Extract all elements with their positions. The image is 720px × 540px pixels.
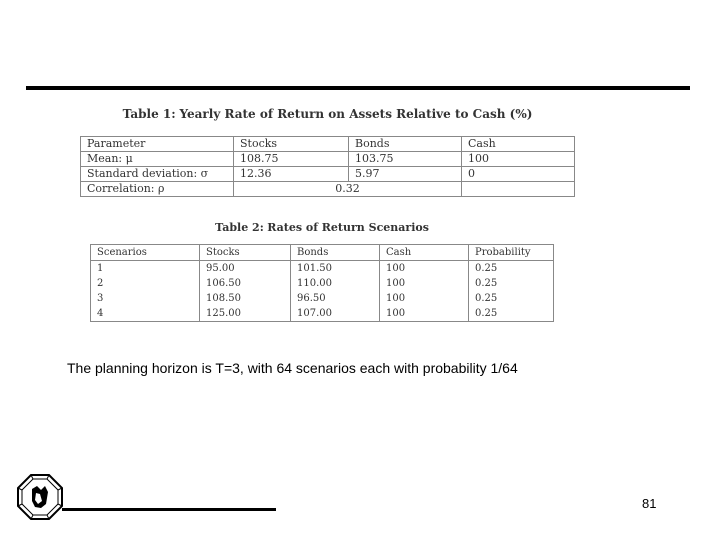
table1-caption: [80, 107, 575, 121]
table-cell: 3: [97, 293, 104, 304]
header-cell: Bonds: [291, 245, 380, 261]
table-cell: 0.25: [469, 261, 554, 277]
table-cell: 100: [380, 276, 469, 291]
table-header-row: [91, 245, 554, 261]
page-number: 81: [642, 496, 657, 511]
table2-label: Table 2:: [215, 221, 264, 234]
table-row: [91, 261, 554, 277]
header-cell: Probability: [469, 245, 554, 261]
top-rule: [26, 86, 690, 90]
table-cell: [462, 182, 575, 197]
table-row: [91, 291, 554, 306]
planning-horizon-text: The planning horizon is T=3, with 64 scenarios each with probability 1/64: [67, 360, 518, 376]
table-row: [91, 306, 554, 322]
table-cell: Correlation: ρ: [81, 182, 234, 197]
table-cell: 95.00: [200, 261, 291, 277]
table-row: [91, 276, 554, 291]
table-cell: 0: [462, 167, 575, 182]
table-cell: 4: [97, 308, 104, 319]
table-cell: Mean: μ: [81, 152, 234, 167]
table-cell: 101.50: [291, 261, 380, 277]
table-row: [81, 152, 575, 167]
table-cell: 96.50: [291, 291, 380, 306]
header-cell: Parameter: [81, 137, 234, 152]
header-cell: Cash: [462, 137, 575, 152]
table-cell: 125.00: [200, 306, 291, 322]
header-cell: Cash: [380, 245, 469, 261]
table1-title: Yearly Rate of Return on Assets Relative to Cash (%): [179, 107, 533, 121]
header-cell: Bonds: [349, 137, 462, 152]
table-cell: 0.25: [469, 276, 554, 291]
table-cell: 0.25: [469, 291, 554, 306]
header-cell: Stocks: [234, 137, 349, 152]
bottom-rule: [62, 508, 276, 511]
table-cell: 100: [380, 261, 469, 277]
table-cell: Standard deviation: σ: [81, 167, 234, 182]
table-cell: 0.32: [234, 182, 462, 197]
table-cell: 108.50: [200, 291, 291, 306]
table-row: [81, 167, 575, 182]
table-cell: 103.75: [349, 152, 462, 167]
table-cell: 5.97: [349, 167, 462, 182]
header-cell: Stocks: [200, 245, 291, 261]
table-cell: 2: [97, 278, 104, 289]
table-row: [81, 182, 575, 197]
table-cell: 108.75: [234, 152, 349, 167]
table-cell: 1: [97, 263, 104, 274]
table-cell: 106.50: [200, 276, 291, 291]
table1-label: Table 1:: [122, 107, 176, 121]
table2-caption: [90, 221, 554, 234]
table-cell: 110.00: [291, 276, 380, 291]
table-cell: 100: [380, 306, 469, 322]
table-cell: 107.00: [291, 306, 380, 322]
octagon-logo-icon: [17, 474, 63, 520]
scenarios-table: [90, 244, 554, 322]
table-cell: 12.36: [234, 167, 349, 182]
return-parameters-table: [80, 136, 575, 197]
table-cell: 100: [462, 152, 575, 167]
table-cell: 0.25: [469, 306, 554, 322]
header-cell: Scenarios: [91, 245, 200, 261]
table-header-row: [81, 137, 575, 152]
table-cell: 100: [380, 291, 469, 306]
table2-title: Rates of Return Scenarios: [267, 221, 429, 234]
